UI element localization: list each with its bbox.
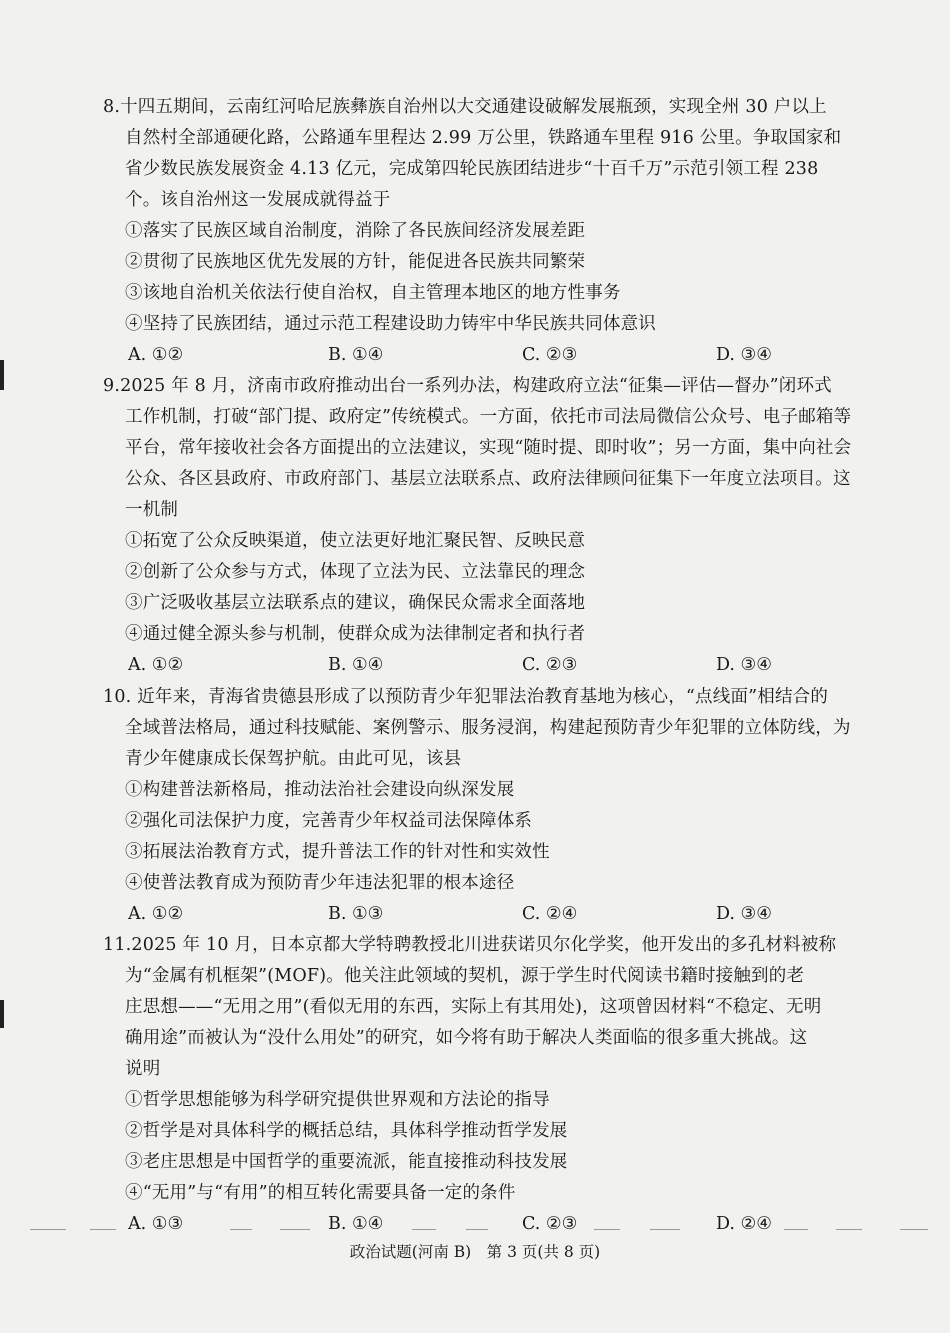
- answer-option-c: C. ②③: [522, 345, 578, 365]
- scan-dash: [30, 1229, 66, 1230]
- scan-edge-mark: [0, 1000, 4, 1028]
- scan-dash: [784, 1229, 808, 1230]
- scan-dash: [466, 1229, 488, 1230]
- answer-option-b: B. ①④: [328, 345, 384, 365]
- answer-option-b: B. ①④: [328, 1214, 384, 1234]
- question-stem-line: 说明: [125, 1059, 161, 1079]
- choice-item: ③广泛吸收基层立法联系点的建议，确保民众需求全面落地: [125, 593, 586, 613]
- question-stem-line: 省少数民族发展资金 4.13 亿元，完成第四轮民族团结进步“十百千万”示范引领工程 238: [125, 159, 819, 179]
- choice-item: ④坚持了民族团结，通过示范工程建设助力铸牢中华民族共同体意识: [125, 314, 656, 334]
- question-stem-line: 为“金属有机框架”(MOF)。他关注此领域的契机，源于学生时代阅读书籍时接触到的老: [125, 966, 805, 986]
- choice-item: ②强化司法保护力度，完善青少年权益司法保障体系: [125, 811, 533, 831]
- question-stem-line: 9.2025 年 8 月，济南市政府推动出台一系列办法，构建政府立法“征集—评估—督办”闭环式: [103, 376, 832, 396]
- answer-option-d: D. ②④: [716, 1214, 772, 1234]
- scan-dash: [836, 1229, 862, 1230]
- choice-item: ③拓展法治教育方式，提升普法工作的针对性和实效性: [125, 842, 550, 862]
- answer-option-d: D. ③④: [716, 904, 772, 924]
- question-stem-line: 自然村全部通硬化路，公路通车里程达 2.99 万公里，铁路通车里程 916 公里。争取国家和: [125, 128, 842, 148]
- answer-option-a: A. ①②: [128, 345, 184, 365]
- choice-item: ④通过健全源头参与机制，使群众成为法律制定者和执行者: [125, 624, 586, 644]
- choice-item: ①落实了民族区域自治制度，消除了各民族间经济发展差距: [125, 221, 586, 241]
- page-footer: 政治试题(河南 B) 第 3 页(共 8 页): [349, 1243, 601, 1261]
- question-stem-line: 公众、各区县政府、市政府部门、基层立法联系点、政府法律顾问征集下一年度立法项目。这: [125, 469, 851, 489]
- question-stem-line: 全域普法格局，通过科技赋能、案例警示、服务浸润，构建起预防青少年犯罪的立体防线，为: [125, 718, 851, 738]
- scan-dash: [594, 1229, 620, 1230]
- answer-option-c: C. ②④: [522, 904, 578, 924]
- scan-edge-mark: [0, 360, 4, 390]
- choice-item: ①哲学思想能够为科学研究提供世界观和方法论的指导: [125, 1090, 550, 1110]
- question-stem-line: 10. 近年来，青海省贵德县形成了以预防青少年犯罪法治教育基地为核心，“点线面”相结合的: [103, 687, 829, 707]
- choice-item: ②创新了公众参与方式，体现了立法为民、立法靠民的理念: [125, 562, 586, 582]
- answer-option-a: A. ①②: [128, 655, 184, 675]
- choice-item: ①拓宽了公众反映渠道，使立法更好地汇聚民智、反映民意: [125, 531, 586, 551]
- question-stem-line: 青少年健康成长保驾护航。由此可见，该县: [125, 749, 462, 769]
- question-stem-line: 11.2025 年 10 月，日本京都大学特聘教授北川进获诺贝尔化学奖，他开发出的多孔材料被称: [103, 935, 837, 955]
- answer-option-b: B. ①④: [328, 655, 384, 675]
- scan-dash: [280, 1229, 310, 1230]
- question-stem-line: 确用途”而被认为“没什么用处”的研究，如今将有助于解决人类面临的很多重大挑战。这: [125, 1028, 808, 1048]
- scan-dash: [230, 1229, 252, 1230]
- choice-item: ②贯彻了民族地区优先发展的方针，能促进各民族共同繁荣: [125, 252, 586, 272]
- answer-option-c: C. ②③: [522, 655, 578, 675]
- choice-item: ①构建普法新格局，推动法治社会建设向纵深发展: [125, 780, 515, 800]
- choice-item: ③该地自治机关依法行使自治权，自主管理本地区的地方性事务: [125, 283, 621, 303]
- question-stem-line: 平台，常年接收社会各方面提出的立法建议，实现“随时提、即时收”；另一方面，集中向社会: [125, 438, 852, 458]
- answer-option-d: D. ③④: [716, 655, 772, 675]
- choice-item: ②哲学是对具体科学的概括总结，具体科学推动哲学发展: [125, 1121, 568, 1141]
- choice-item: ④使普法教育成为预防青少年违法犯罪的根本途径: [125, 873, 515, 893]
- answer-option-a: A. ①③: [128, 1214, 184, 1234]
- answer-option-a: A. ①②: [128, 904, 184, 924]
- scan-dash: [650, 1229, 680, 1230]
- question-stem-line: 8.十四五期间，云南红河哈尼族彝族自治州以大交通建设破解发展瓶颈，实现全州 30 户以上: [103, 97, 827, 117]
- question-stem-line: 庄思想——“无用之用”(看似无用的东西，实际上有其用处)，这项曾因材料“不稳定、无明: [125, 997, 822, 1017]
- scan-dash: [900, 1229, 928, 1230]
- question-stem-line: 一机制: [125, 500, 179, 520]
- answer-option-c: C. ②③: [522, 1214, 578, 1234]
- answer-option-b: B. ①③: [328, 904, 384, 924]
- scan-dash: [90, 1229, 116, 1230]
- scan-dash: [412, 1229, 436, 1230]
- choice-item: ④“无用”与“有用”的相互转化需要具备一定的条件: [125, 1183, 516, 1203]
- question-stem-line: 工作机制，打破“部门提、政府定”传统模式。一方面，依托市司法局微信公众号、电子邮箱等: [125, 407, 852, 427]
- choice-item: ③老庄思想是中国哲学的重要流派，能直接推动科技发展: [125, 1152, 568, 1172]
- question-stem-line: 个。该自治州这一发展成就得益于: [125, 190, 391, 210]
- answer-option-d: D. ③④: [716, 345, 772, 365]
